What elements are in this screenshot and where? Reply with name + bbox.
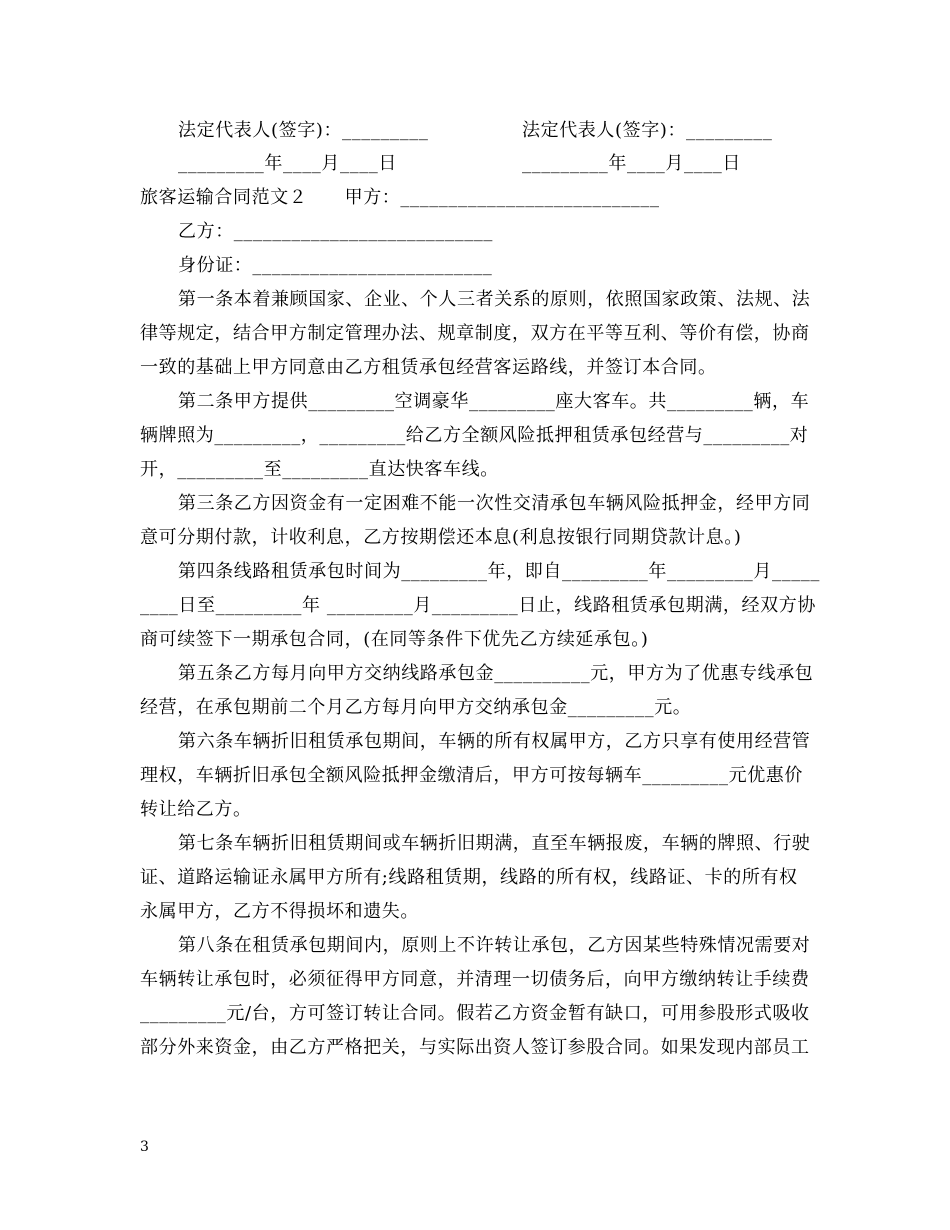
article-4-line-3: 商可续签下一期承包合同，(在同等条件下优先乙方续延承包。) [140, 629, 649, 650]
left-representative-signature: 法定代表人(签字)：_________ [178, 120, 429, 141]
article-6-line-1: 第六条车辆折旧租赁承包期间，车辆的所有权属甲方，乙方只享有使用经营管 [178, 731, 811, 752]
article-8-line-3: _________元/台，方可签订转让合同。假若乙方资金暂有缺口，可用参股形式吸收 [140, 1003, 810, 1024]
article-1-line-2: 律等规定，结合甲方制定管理办法、规章制度，双方在平等互利、等价有偿，协商 [140, 323, 810, 344]
right-signature-date: _________年____月____日 [522, 153, 741, 174]
article-8-line-1: 第八条在租赁承包期间内，原则上不许转让承包，乙方因某些特殊情况需要对 [178, 935, 811, 956]
article-6-line-2: 理权，车辆折旧承包全额风险抵押金缴清后，甲方可按每辆车_________元优惠价 [140, 765, 803, 786]
article-5-line-1: 第五条乙方每月向甲方交纳线路承包金__________元，甲方为了优惠专线承包 [178, 663, 814, 684]
article-2-line-1: 第二条甲方提供_________空调豪华_________座大客车。共_________辆，车 [178, 391, 810, 412]
article-8-line-2: 车辆转让承包时，必须征得甲方同意，并清理一切债务后，向甲方缴纳转让手续费 [140, 969, 810, 990]
article-2-line-2: 辆牌照为_________，_________给乙方全额风险抵押租赁承包经营与_________对 [140, 425, 809, 446]
article-4-line-1: 第四条线路租赁承包时间为_________年，即自_________年_________月_____ [178, 561, 820, 582]
page-number: 3 [140, 1139, 149, 1155]
article-7-line-3: 永属甲方，乙方不得损坏和遗失。 [140, 901, 419, 922]
article-4-line-2: ____日至_________年 _________月_________日止，线路租赁承包期满，经双方协 [140, 595, 816, 616]
article-5-line-2: 经营，在承包期前二个月乙方每月向甲方交纳承包金_________元。 [140, 697, 692, 718]
article-7-line-2: 证、道路运输证永属甲方所有;线路租赁期，线路的所有权，线路证、卡的所有权 [140, 867, 798, 888]
article-3-line-2: 意可分期付款，计收利息，乙方按期偿还本息(利息按银行同期贷款计息。) [140, 527, 742, 548]
article-3-line-1: 第三条乙方因资金有一定困难不能一次性交清承包车辆风险抵押金，经甲方同 [178, 493, 811, 514]
party-b-field: 乙方：___________________________ [178, 221, 493, 242]
article-7-line-1: 第七条车辆折旧租赁期间或车辆折旧期满，直至车辆报废，车辆的牌照、行驶 [178, 833, 811, 854]
contract-title-party-a: 旅客运输合同范文２ 甲方：___________________________ [140, 187, 660, 208]
article-2-line-3: 开，_________至_________直达快客车线。 [140, 459, 499, 480]
right-representative-signature: 法定代表人(签字)：_________ [522, 120, 773, 141]
article-1-line-3: 一致的基础上甲方同意由乙方租赁承包经营客运路线，并签订本合同。 [140, 357, 717, 378]
article-8-line-4: 部分外来资金，由乙方严格把关，与实际出资人签订参股合同。如果发现内部员工 [140, 1037, 810, 1058]
article-1-line-1: 第一条本着兼顾国家、企业、个人三者关系的原则，依照国家政策、法规、法 [178, 289, 811, 310]
article-6-line-3: 转让给乙方。 [140, 799, 252, 820]
id-card-field: 身份证：_________________________ [178, 255, 493, 276]
left-signature-date: _________年____月____日 [178, 153, 397, 174]
